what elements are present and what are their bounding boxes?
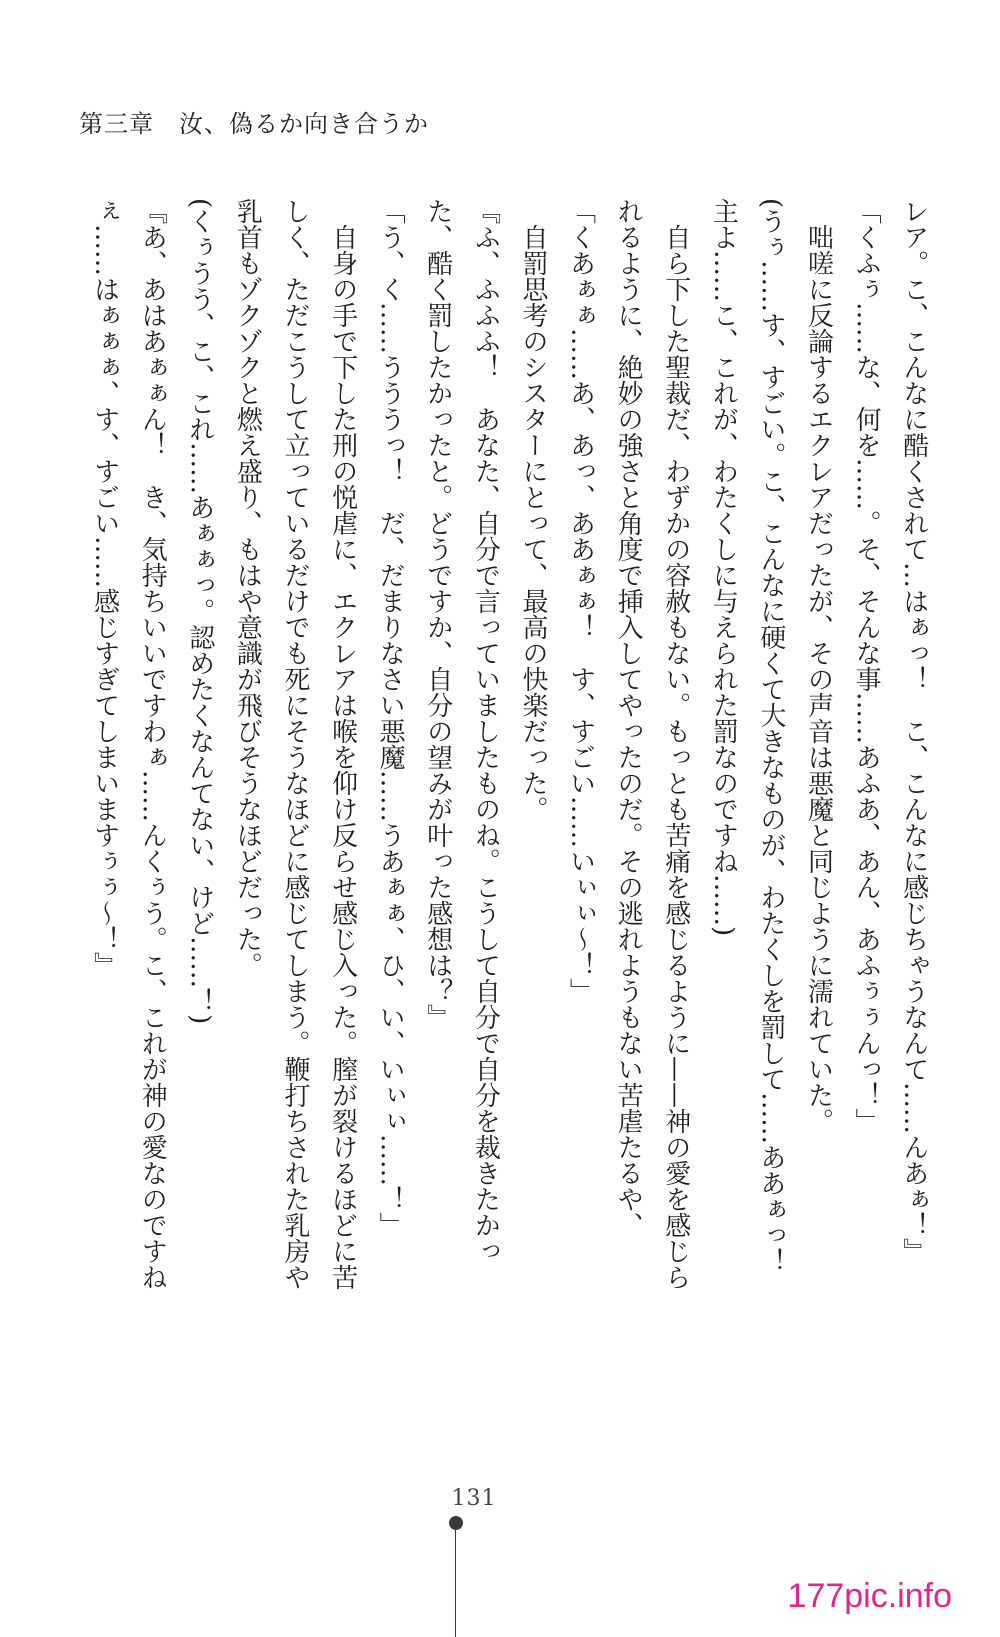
paragraph: 「くふぅ……な、何を……。そ、そんな事……あふあ、あん、あふぅぅんっ！」 <box>851 198 882 1134</box>
paragraph: 咄嗟に反論するエクレアだったが、その声音は悪魔と同じように濡れていた。 <box>803 198 834 1134</box>
paragraph: (うぅ……す、すごい。こ、こんなに硬くて大きなものが、わたくしを罰して……ああぁっ！ 主よ……こ、これが、わたくしに与えられた罰なのですね……) <box>708 198 786 1301</box>
body-text <box>80 198 929 1308</box>
watermark: 177pic.info <box>787 1577 952 1615</box>
paragraph: レア。こ、こんなに酷くされて…はぁっ！ こ、こんなに感じちゃうなんて……んあぁ！』 <box>898 198 929 1264</box>
paragraph: (くぅうう、こ、これ……あぁぁっ。認めたくなんてない、けど……！) <box>184 198 215 1025</box>
paragraph: 自身の手で下した刑の悦虐に、エクレアは喉を仰け反らせ感じ入った。膣が裂けるほどに苦しく、ただこうして立っているだけでも死にそうなほどに感じてしまう。鞭打ちされた乳房や乳首もゾクゾクと燃え盛り、もはや意識が飛びそうなほどだった。 <box>232 198 358 1290</box>
running-head: 第三章 汝、偽るか向き合うか <box>79 110 429 138</box>
page-marker-line <box>455 1524 456 1637</box>
paragraph: 「う、く……うううっ！ だ、だまりなさい悪魔……うあぁぁ、ひ、い、いぃぃ……！」 <box>375 198 406 1238</box>
page-marker-dot <box>449 1516 463 1530</box>
paragraph: 「くあぁぁ……あ、あっ、ああぁぁ！ す、すごい……いぃぃ〜！」 <box>565 198 596 1004</box>
paragraph: 『ふ、ふふふ！ あなた、自分で言っていましたものね。こうして自分で自分を裁きたかった、酷く罰したかったと。どうですか、自分の望みが叶った感想は？』 <box>422 198 501 1264</box>
vertical-text-column <box>80 198 937 1308</box>
paragraph: 自ら下した聖裁だ、わずかの容赦もない。もっとも苦痛を感じるように——神の愛を感じられるように、絶妙の強さと角度で挿入してやったのだ。その逃れようもない苦虐たるや、 <box>613 198 691 1290</box>
paragraph: 『あ、あはあぁぁん！ き、気持ちいいですわぁ……んくぅう。こ、これが神の愛なのですねぇ……はぁぁぁ、す、すごい……感じすぎてしまいますぅぅ〜！』 <box>89 198 168 1290</box>
paragraph: 自罰思考のシスターにとって、最高の快楽だった。 <box>517 198 548 822</box>
page-number: 131 <box>451 1486 497 1511</box>
